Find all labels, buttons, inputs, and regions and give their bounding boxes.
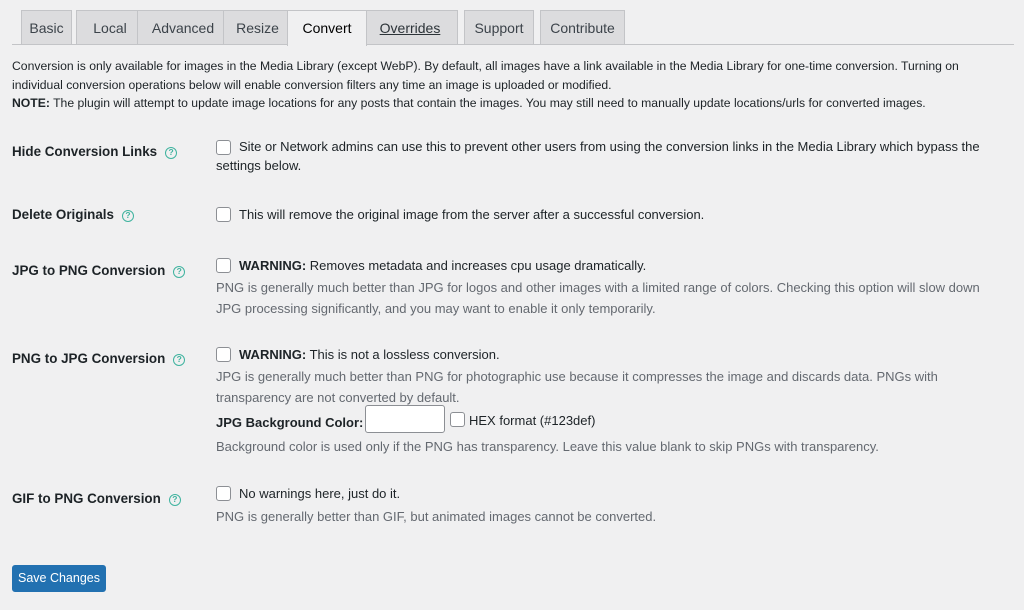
settings-tabs: [12, 0, 1024, 45]
hide-links-text: Site or Network admins can use this to prevent other users from using the conversion links in the Media Library which bypass the settings below.: [216, 139, 980, 173]
delete-originals-checkbox[interactable]: [216, 207, 231, 222]
delete-originals-label: Delete Originals ?: [12, 207, 134, 222]
jpg-to-png-description: PNG is generally much better than JPG for logos and other images with a limited range of colors. Checking this option will slow down JPG processing significantly, and you may want to enable it only temporarily.: [216, 280, 980, 316]
warning-label: WARNING:: [239, 258, 307, 273]
tab-overrides[interactable]: Overrides: [362, 10, 458, 45]
png-to-jpg-checkbox[interactable]: [216, 347, 231, 362]
hide-links-label: Hide Conversion Links ?: [12, 144, 177, 159]
tab-divider: [12, 44, 1014, 45]
help-circle-icon[interactable]: ?: [173, 354, 185, 366]
jpg-to-png-warning: [239, 256, 999, 275]
jpg-background-color-label: JPG Background Color:: [216, 413, 373, 434]
note-label: NOTE:: [12, 96, 50, 110]
note-text: The plugin will attempt to update image locations for any posts that contain the images. You may still need to manually update locations/urls for converted images.: [53, 96, 926, 110]
help-circle-icon[interactable]: ?: [122, 210, 134, 222]
gif-to-png-label: GIF to PNG Conversion ?: [12, 491, 181, 506]
hex-format-swatch[interactable]: [450, 412, 465, 427]
jpg-background-color-input[interactable]: [365, 405, 445, 433]
help-circle-icon[interactable]: ?: [173, 266, 185, 278]
jpg-to-png-checkbox[interactable]: [216, 258, 231, 273]
jpg-to-png-label: JPG to PNG Conversion ?: [12, 263, 185, 278]
gif-to-png-description: PNG is generally better than GIF, but animated images cannot be converted.: [216, 509, 657, 524]
save-changes-button[interactable]: Save Changes: [12, 565, 106, 592]
gif-to-png-text: No warnings here, just do it.: [239, 486, 401, 501]
warning-label: WARNING:: [239, 347, 307, 362]
tab-contribute[interactable]: Contribute: [540, 10, 625, 45]
tab-resize[interactable]: Resize: [223, 10, 292, 45]
help-circle-icon[interactable]: ?: [169, 494, 181, 506]
png-to-jpg-label: PNG to JPG Conversion ?: [12, 351, 185, 366]
delete-originals-text: This will remove the original image from the server after a successful conversion.: [239, 207, 705, 222]
background-color-description: Background color is used only if the PNG has transparency. Leave this value blank to skip PNGs with transparency.: [216, 439, 879, 454]
tab-basic[interactable]: Basic: [21, 10, 72, 45]
png-to-jpg-description: JPG is generally much better than PNG for photographic use because it compresses the image and discards data. PNGs with transparency are not converted by default.: [216, 369, 938, 405]
tab-advanced[interactable]: Advanced: [137, 10, 229, 45]
hex-format-label: HEX format (#123def): [469, 413, 596, 428]
help-circle-icon[interactable]: ?: [165, 147, 177, 159]
intro-text: [12, 57, 1012, 113]
tab-convert[interactable]: Convert: [287, 10, 367, 46]
tab-support[interactable]: Support: [464, 10, 534, 45]
tab-local[interactable]: Local: [76, 10, 144, 45]
warning-text: Removes metadata and increases cpu usage dramatically.: [309, 258, 647, 273]
png-to-jpg-warning: [239, 345, 999, 364]
intro-description: Conversion is only available for images in the Media Library (except WebP). By default, all images have a link available in the Media Library for one-time conversion. Turning on individual conversion operations below will enable conversion filters any time an image is uploaded or modified.: [12, 59, 959, 92]
warning-text: This is not a lossless conversion.: [309, 347, 500, 362]
gif-to-png-checkbox[interactable]: [216, 486, 231, 501]
